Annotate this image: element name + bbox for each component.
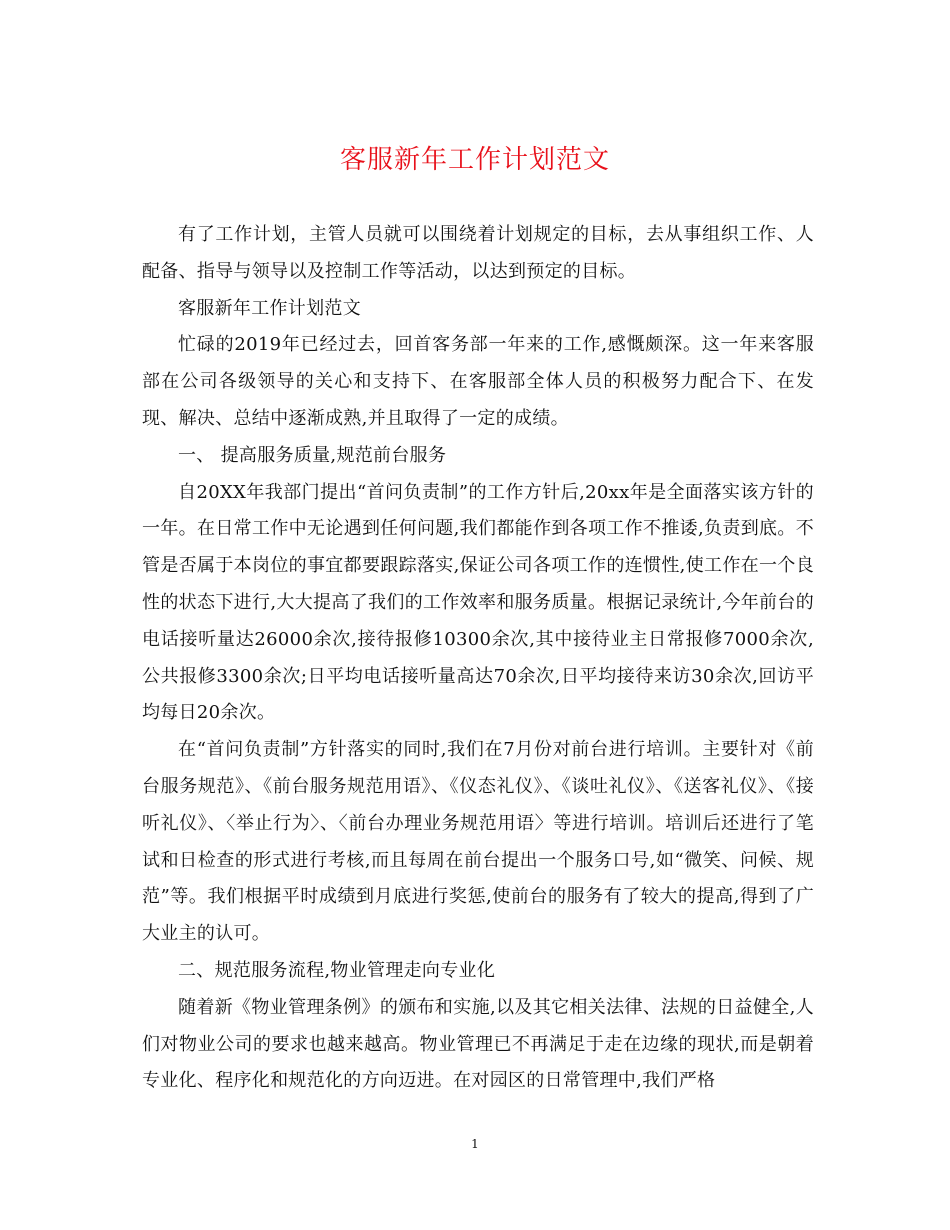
section-heading-one: 一、 提高服务质量,规范前台服务: [178, 444, 447, 466]
document-body: [142, 217, 814, 1100]
paragraph-subtitle: 客服新年工作计划范文: [178, 297, 361, 319]
paragraph-year-review: 忙碌的2019年已经过去，回首客务部一年来的工作,感慨颇深。这一年来客服部在公司各级领导的关心和支持下、在客服部全体人员的积极努力配合下、在发现、解决、总结中逐渐成熟,并且取得了一定的成绩。: [142, 334, 814, 429]
page-number: 1: [471, 1137, 479, 1151]
paragraph-first-responsibility: 自20XX年我部门提出“首问负责制”的工作方针后,20xx年是全面落实该方针的一年。在日常工作中无论遇到任何问题,我们都能作到各项工作不推诿,负责到底。不管是否属于本岗位的事宜都要跟踪落实,保证公司各项工作的连惯性,使工作在一个良性的状态下进行,大大提高了我们的工作效率和服务质量。根据记录统计,今年前台的电话接听量达26000余次,接待报修10300余次,其中接待业主日常报修7000余次,公共报修3300余次;日平均电话接听量高达70余次,日平均接待来访30余次,回访平均每日20余次。: [142, 481, 814, 724]
paragraph-training: 在“首问负责制”方针落实的同时,我们在7月份对前台进行培训。主要针对《前台服务规范》、《前台服务规范用语》、《仪态礼仪》、《谈吐礼仪》、《送客礼仪》、《接听礼仪》、〈举止行为〉、〈前台办理业务规范用语〉等进行培训。培训后还进行了笔试和日检查的形式进行考核,而且每周在前台提出一个服务口号,如“微笑、问候、规范”等。我们根据平时成绩到月底进行奖惩,使前台的服务有了较大的提高,得到了广大业主的认可。: [142, 739, 814, 945]
paragraph-intro: 有了工作计划，主管人员就可以围绕着计划规定的目标，去从事组织工作、人配备、指导与领导以及控制工作等活动，以达到预定的目标。: [142, 224, 814, 282]
document-title: 客服新年工作计划范文: [339, 145, 610, 175]
paragraph-property-management: 随着新《物业管理条例》的颁布和实施,以及其它相关法律、法规的日益健全,人们对物业公司的要求也越来越高。物业管理已不再满足于走在边缘的现状,而是朝着专业化、程序化和规范化的方向迈进。在对园区的日常管理中,我们严格: [142, 996, 814, 1092]
section-heading-two: 二、规范服务流程,物业管理走向专业化: [178, 959, 496, 981]
